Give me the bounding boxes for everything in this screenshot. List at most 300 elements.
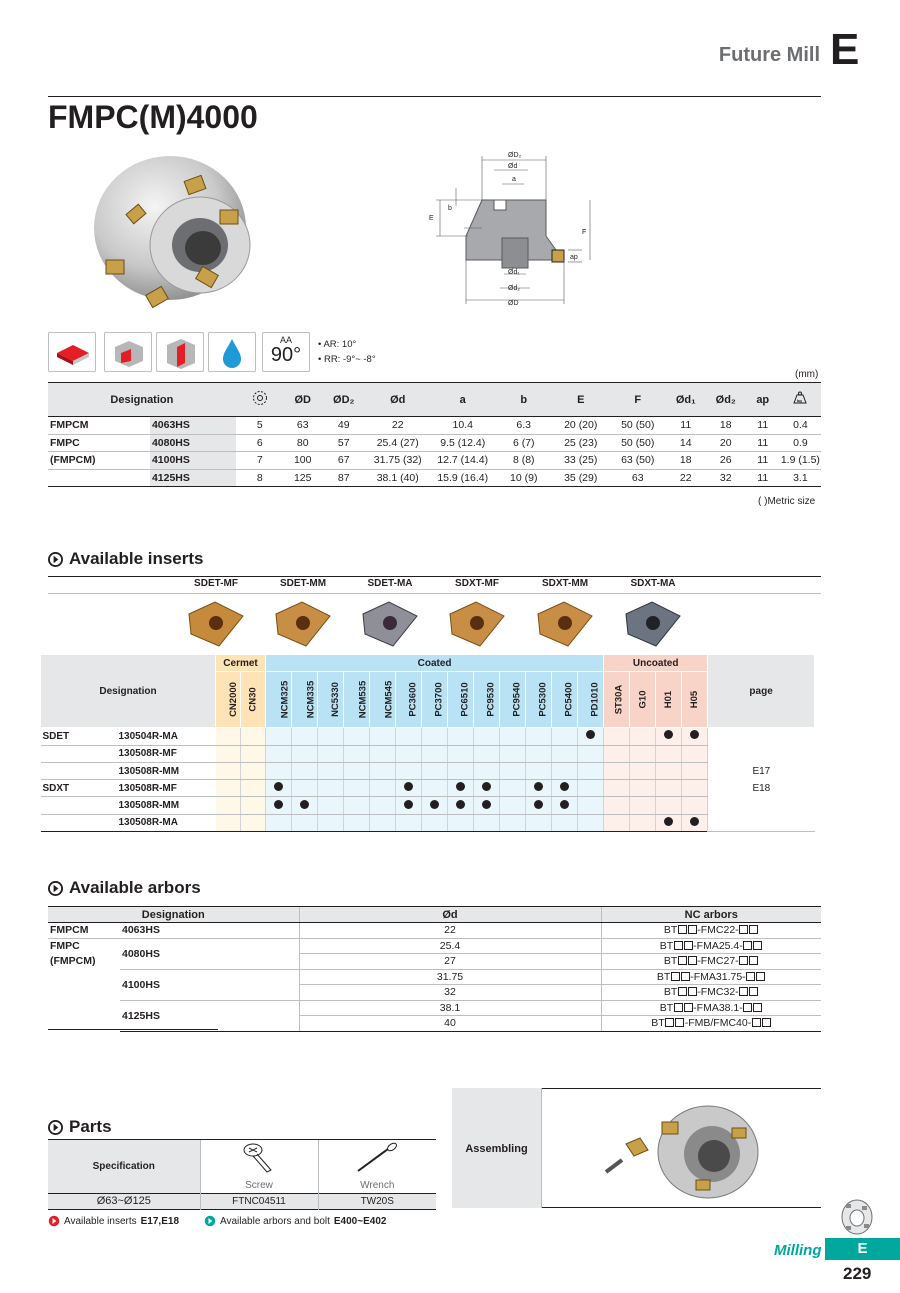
cell: 6 (7): [496, 434, 552, 452]
arbor-d: 31.75: [299, 969, 601, 985]
grade-cell: [216, 797, 241, 814]
insert-sdxt-ma-image: [622, 598, 684, 650]
grade-name: [604, 672, 630, 728]
arbor-d: 32: [299, 985, 601, 1001]
cell: 1.9 (1.5): [780, 452, 821, 470]
arbor-code: [601, 923, 821, 939]
grade-cell: [370, 762, 396, 779]
grade-cell: [474, 728, 500, 745]
arbor-header-d: Ød: [299, 907, 601, 923]
arbor-prefix: BT: [659, 1001, 674, 1014]
grade-cell: [344, 797, 370, 814]
slotting-icon: [156, 332, 204, 372]
cutter-image: [88, 150, 258, 320]
label-d1: Ød₁: [508, 269, 520, 276]
insert-code: 130508R-MF: [117, 745, 216, 762]
arbor-d: 38.1: [299, 1000, 601, 1016]
grade-cell: [292, 728, 318, 745]
insert-type: [41, 762, 117, 779]
grade-cell: [604, 814, 630, 831]
grade-name: [448, 672, 474, 728]
insert-sdet-ma-image: [359, 598, 421, 650]
cell: 8 (8): [496, 452, 552, 470]
grade-cell: [630, 797, 656, 814]
cell: 7: [236, 452, 284, 470]
spec-header-a: a: [430, 383, 496, 417]
grade-cell: [448, 728, 474, 745]
parts-heading: [48, 1117, 112, 1137]
parts-title: Parts: [69, 1117, 112, 1136]
aa-value: 90°: [270, 344, 302, 366]
cell: 87: [322, 469, 366, 487]
grade-cell: [241, 814, 266, 831]
grade-label: PC9530: [485, 682, 497, 717]
arbor-prefix: BT: [656, 970, 671, 983]
table-row: [48, 469, 821, 487]
arbor-mid: -FMB/FMC40-: [684, 1017, 752, 1030]
label-b: b: [448, 205, 452, 212]
grade-header-uncoated: Uncoated: [604, 655, 708, 672]
grade-cell: [292, 745, 318, 762]
grade-cell: [216, 814, 241, 831]
arbor-d: 27: [299, 954, 601, 970]
grade-label: H05: [689, 691, 701, 709]
table-row: [41, 762, 815, 779]
grade-cell: [500, 745, 526, 762]
page-ref[interactable]: E17: [752, 765, 771, 777]
page-refs: [708, 728, 815, 832]
cell: 67: [322, 452, 366, 470]
face-milling-icon: [48, 332, 96, 372]
cell: 50 (50): [610, 434, 666, 452]
cell: 6.3: [496, 417, 552, 435]
cell: 80: [284, 434, 322, 452]
spec-header-ap: ap: [746, 383, 780, 417]
grade-cell: [344, 780, 370, 797]
parts-top-rule: [48, 1139, 436, 1140]
grade-cell: [241, 728, 266, 745]
grade-cell: [474, 745, 500, 762]
insert-type: [41, 745, 117, 762]
grade-label: NCM325: [279, 681, 291, 719]
screw-code: FTNC04511: [200, 1193, 318, 1209]
grade-cell: [604, 797, 630, 814]
grade-cell: [682, 762, 708, 779]
grade-cell: [578, 762, 604, 779]
availability-dot: [526, 797, 552, 814]
arbor-mid: -FMA31.75-: [690, 970, 746, 983]
designation-code: 4063HS: [120, 923, 299, 939]
arbor-code: [601, 969, 821, 985]
footer-arbors-link[interactable]: [204, 1215, 386, 1227]
grade-cell: [656, 797, 682, 814]
group-spacer: [48, 969, 120, 1031]
grade-table: [40, 654, 815, 832]
axial-rake: • AR: 10°: [318, 339, 357, 350]
inserts-rule: [48, 576, 821, 577]
cell: 25.4 (27): [366, 434, 430, 452]
grade-cell: [630, 745, 656, 762]
grade-cell: [552, 814, 578, 831]
grade-label: PD1010: [589, 682, 601, 717]
table-row: [41, 728, 815, 745]
grade-cell: [656, 745, 682, 762]
label-d2: Ød₂: [508, 285, 521, 292]
grade-cell: [630, 728, 656, 745]
insert-type: [41, 814, 117, 831]
grade-cell: [266, 762, 292, 779]
grade-cell: [656, 780, 682, 797]
grade-cell: [500, 762, 526, 779]
spec-header-F: F: [610, 383, 666, 417]
cell: 100: [284, 452, 322, 470]
group-label: [48, 469, 150, 487]
arbor-mid: -FMA25.4-: [693, 939, 743, 952]
grade-cell: [370, 745, 396, 762]
wrench-label: Wrench: [318, 1179, 436, 1193]
availability-dot: [656, 814, 682, 831]
cell: 38.1 (40): [366, 469, 430, 487]
group-label: FMPCM: [48, 923, 120, 939]
grade-cell: [682, 797, 708, 814]
arrow-circle-icon: [48, 552, 63, 567]
grade-cell: [396, 728, 422, 745]
insert-code: 130508R-MM: [117, 797, 216, 814]
availability-dot: [266, 797, 292, 814]
group-label: FMPCM: [48, 417, 150, 435]
spec-header-E: E: [552, 383, 610, 417]
insert-name: SDXT-MA: [630, 578, 676, 589]
unit-label: (mm): [795, 369, 819, 380]
arbor-d: 22: [299, 923, 601, 939]
grade-cell: [422, 780, 448, 797]
grade-cell: [318, 745, 344, 762]
product-title: FMPC(M)4000: [48, 99, 258, 135]
radial-rake: • RR: -9°~ -8°: [318, 354, 376, 365]
cell: 31.75 (32): [366, 452, 430, 470]
spec-header-D: ØD: [284, 383, 322, 417]
grade-cell: [241, 745, 266, 762]
grade-cell: [448, 745, 474, 762]
insert-name: SDXT-MM: [541, 578, 589, 589]
page-number: 229: [843, 1264, 872, 1283]
grade-cell: [216, 728, 241, 745]
cell: 26: [706, 452, 746, 470]
insert-sdet-mm-image: [272, 598, 334, 650]
grade-name: [630, 672, 656, 728]
grade-cell: [604, 728, 630, 745]
arrow-circle-icon: [204, 1215, 216, 1227]
grade-cell: [474, 762, 500, 779]
grade-label: PC3700: [433, 682, 445, 717]
cell: 18: [706, 417, 746, 435]
label-D2: ØD₂: [508, 152, 522, 159]
grade-cell: [216, 745, 241, 762]
designation-code: 4080HS: [150, 434, 236, 452]
grade-cell: [500, 780, 526, 797]
cell: 0.4: [780, 417, 821, 435]
availability-dot: [682, 728, 708, 745]
cell: 0.9: [780, 434, 821, 452]
grade-cell: [241, 797, 266, 814]
grade-cell: [500, 814, 526, 831]
arbor-prefix: BT: [663, 986, 678, 999]
arbor-mid: -FMC27-: [697, 955, 739, 968]
cell: 57: [322, 434, 366, 452]
cell: 50 (50): [610, 417, 666, 435]
grade-header-cermet: Cermet: [216, 655, 266, 672]
grade-label: PC3600: [407, 682, 419, 717]
grade-label: H01: [663, 691, 675, 709]
arrow-circle-icon: [48, 881, 63, 896]
label-ap: ap: [570, 254, 578, 261]
table-row: [41, 745, 815, 762]
grade-header-coated: Coated: [266, 655, 604, 672]
grade-cell: [318, 780, 344, 797]
grade-label: PC5400: [563, 682, 575, 717]
grade-name: [500, 672, 526, 728]
arbor-prefix: BT: [651, 1017, 665, 1030]
grade-cell: [292, 762, 318, 779]
grade-cell: [292, 814, 318, 831]
cell: 10 (9): [496, 469, 552, 487]
grade-cell: [604, 762, 630, 779]
cell: 11: [666, 417, 706, 435]
grade-cell: [266, 728, 292, 745]
availability-dot: [552, 780, 578, 797]
grade-cell: [448, 762, 474, 779]
insert-code: 130508R-MA: [117, 814, 216, 831]
arbor-mid: -FMC32-: [697, 986, 739, 999]
insert-sdxt-mm-image: [534, 598, 596, 650]
cell: 8: [236, 469, 284, 487]
screw-icon: [200, 1140, 318, 1180]
cell: 63: [284, 417, 322, 435]
insert-name: SDET-MM: [279, 578, 327, 589]
grade-cell: [578, 814, 604, 831]
grade-name: [370, 672, 396, 728]
grade-cell: [318, 728, 344, 745]
group-label: FMPC: [50, 939, 80, 952]
grade-cell: [448, 814, 474, 831]
grade-cell: [526, 745, 552, 762]
availability-dot: [552, 797, 578, 814]
parts-range: Ø63~Ø125: [48, 1193, 200, 1209]
arbor-header-nc: NC arbors: [601, 907, 821, 923]
cell: 20 (20): [552, 417, 610, 435]
footer-milling: Milling: [774, 1242, 822, 1259]
designation-code: 4100HS: [150, 452, 236, 470]
arbor-code: [601, 954, 821, 970]
designation-code: 4100HS: [120, 969, 299, 1000]
footer-inserts-link[interactable]: [48, 1215, 179, 1227]
availability-dot: [396, 780, 422, 797]
grade-cell: [422, 814, 448, 831]
insert-type: [41, 797, 117, 814]
group-label: (FMPCM): [50, 954, 96, 967]
arbors-heading: [48, 878, 201, 898]
designation-code: 4080HS: [120, 938, 299, 969]
spec-header-designation: Designation: [48, 383, 236, 417]
table-row: [48, 452, 821, 470]
grade-cell: [604, 745, 630, 762]
grade-cell: [422, 762, 448, 779]
grade-cell: [422, 728, 448, 745]
cell: 12.7 (14.4): [430, 452, 496, 470]
availability-dot: [526, 780, 552, 797]
inserts-rule-2: [48, 593, 821, 594]
grade-name: [578, 672, 604, 728]
grade-cell: [474, 814, 500, 831]
availability-dot: [682, 814, 708, 831]
grade-cell: [370, 728, 396, 745]
arbors-title: Available arbors: [69, 878, 201, 897]
grade-header-designation: Designation: [41, 655, 216, 728]
table-row: [41, 797, 815, 814]
grade-cell: [630, 814, 656, 831]
cell: 63: [610, 469, 666, 487]
group-label: (FMPCM): [48, 452, 150, 470]
grade-cell: [344, 728, 370, 745]
cell: 9.5 (12.4): [430, 434, 496, 452]
arrow-circle-icon: [48, 1120, 63, 1135]
cell: 11: [746, 417, 780, 435]
cell: 14: [666, 434, 706, 452]
insert-name: SDXT-MF: [455, 578, 499, 589]
grade-cell: [396, 745, 422, 762]
grade-name: [216, 672, 241, 728]
grade-cell: [216, 762, 241, 779]
availability-dot: [448, 797, 474, 814]
aa-label: AA: [279, 335, 292, 345]
grade-cell: [344, 762, 370, 779]
label-E: E: [429, 215, 434, 222]
arbor-prefix: BT: [663, 924, 678, 937]
designation-code: 4125HS: [120, 1000, 299, 1031]
cell: 11: [746, 452, 780, 470]
grade-cell: [422, 745, 448, 762]
grade-name: [318, 672, 344, 728]
spec-header-d2: Ød₂: [706, 383, 746, 417]
availability-dot: [656, 728, 682, 745]
grade-cell: [604, 780, 630, 797]
availability-dot: [422, 797, 448, 814]
grade-cell: [370, 814, 396, 831]
grade-cell: [344, 745, 370, 762]
group-label-stack: [48, 938, 120, 969]
grade-header-page: page: [708, 655, 815, 728]
screw-label: Screw: [200, 1179, 318, 1193]
spec-label: Specification: [48, 1140, 200, 1194]
grade-label: PC6510: [459, 682, 471, 717]
grade-label: NC5330: [329, 682, 341, 718]
arbor-code: [601, 1000, 821, 1016]
grade-cell: [578, 745, 604, 762]
grade-cell: [370, 780, 396, 797]
cell: 49: [322, 417, 366, 435]
grade-label: CN2000: [227, 682, 239, 718]
page-ref[interactable]: E18: [752, 782, 771, 794]
insert-name: SDET-MF: [194, 578, 238, 589]
availability-dot: [448, 780, 474, 797]
weight-icon: [780, 383, 821, 417]
cell: 20: [706, 434, 746, 452]
approach-angle-box: [262, 332, 310, 372]
grade-cell: [578, 780, 604, 797]
grade-cell: [216, 780, 241, 797]
cell: 33 (25): [552, 452, 610, 470]
cell: 11: [746, 469, 780, 487]
grade-cell: [344, 814, 370, 831]
wrench-icon: [318, 1140, 436, 1180]
grade-label: CN30: [247, 687, 259, 712]
spec-header-d1: Ød₁: [666, 383, 706, 417]
inserts-title: Available inserts: [69, 549, 204, 568]
section-letter: E: [830, 25, 860, 74]
assembling-label: Assembling: [452, 1088, 542, 1208]
grade-cell: [396, 762, 422, 779]
grade-cell: [266, 814, 292, 831]
table-row: [41, 814, 815, 831]
arbors-table: [48, 906, 821, 1032]
insert-code: 130508R-MM: [117, 762, 216, 779]
insert-sdet-mf-image: [185, 598, 247, 650]
arbor-d: 25.4: [299, 938, 601, 954]
rake-angles: [318, 337, 376, 367]
grade-cell: [500, 797, 526, 814]
group-label: FMPC: [48, 434, 150, 452]
grade-name: [552, 672, 578, 728]
footer-inserts-ref: E17,E18: [140, 1215, 180, 1227]
grade-cell: [318, 797, 344, 814]
grade-name: [474, 672, 500, 728]
grade-label: G10: [637, 690, 649, 709]
teeth-icon: [236, 383, 284, 417]
spec-header-b: b: [496, 383, 552, 417]
spec-header-d: Ød: [366, 383, 430, 417]
cell: 22: [366, 417, 430, 435]
cell: 25 (23): [552, 434, 610, 452]
arbor-code: [601, 1016, 821, 1032]
grade-cell: [552, 728, 578, 745]
grade-cell: [500, 728, 526, 745]
grade-label: NCM335: [305, 681, 317, 719]
arbor-bottom-rule: [48, 1029, 218, 1030]
cell: 10.4: [430, 417, 496, 435]
grade-cell: [526, 762, 552, 779]
spec-header-D2: ØD₂: [322, 383, 366, 417]
grade-name: [682, 672, 708, 728]
table-row: [48, 434, 821, 452]
designation-code: 4125HS: [150, 469, 236, 487]
grade-label: NCM535: [357, 681, 369, 719]
grade-cell: [241, 762, 266, 779]
cell: 32: [706, 469, 746, 487]
dimension-diagram: [428, 148, 608, 310]
parts-table: [48, 1139, 436, 1210]
grade-name: [656, 672, 682, 728]
cell: 5: [236, 417, 284, 435]
arbor-prefix: BT: [659, 939, 674, 952]
availability-dot: [474, 780, 500, 797]
availability-dot: [292, 797, 318, 814]
cell: 22: [666, 469, 706, 487]
wrench-code: TW20S: [318, 1193, 436, 1209]
section-title: Future Mill: [718, 44, 820, 66]
table-row: [41, 780, 815, 797]
grade-cell: [526, 814, 552, 831]
grade-cell: [241, 780, 266, 797]
